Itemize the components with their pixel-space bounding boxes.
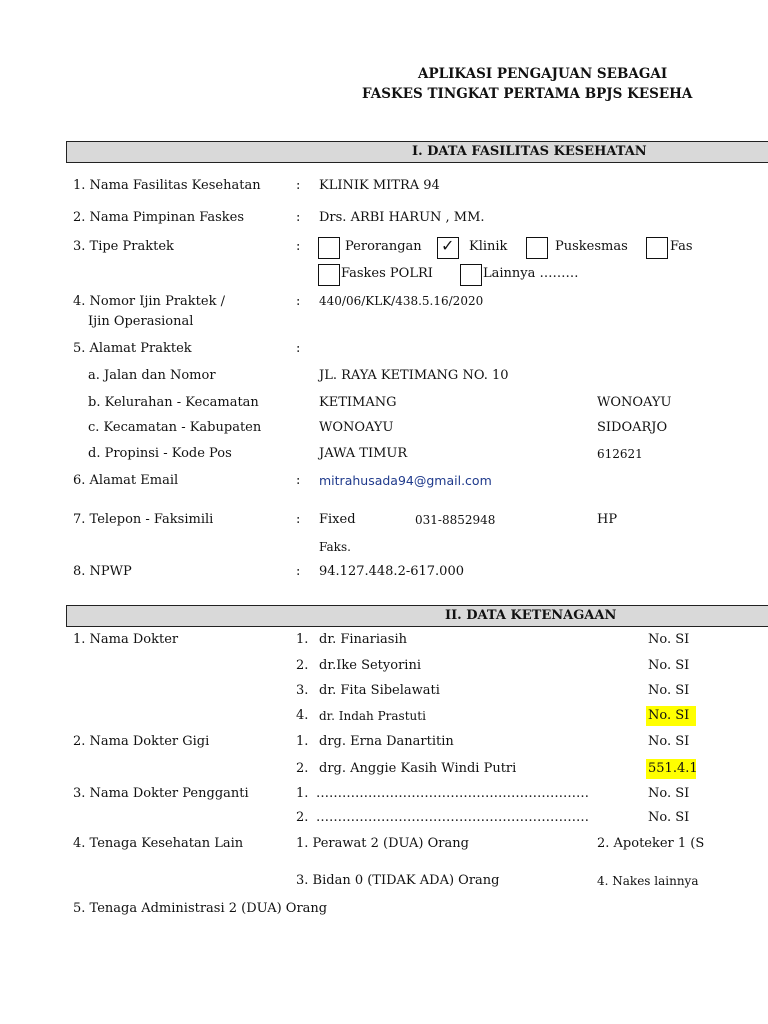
dokter-num: 3. (296, 683, 309, 698)
kelurahan-label: b. Kelurahan - Kecamatan (88, 395, 259, 410)
doc-title-line1: APLIKASI PENGAJUAN SEBAGAI (418, 66, 668, 82)
checkbox-fas[interactable] (646, 237, 668, 259)
npwp-value: 94.127.448.2-617.000 (319, 564, 464, 579)
nakes-perawat: 1. Perawat 2 (DUA) Orang (296, 836, 469, 851)
section2-title: II. DATA KETENAGAAN (445, 608, 617, 623)
kecamatan-value-2: WONOAYU (319, 420, 394, 435)
ijin-value: 440/06/KLK/438.5.16/2020 (319, 294, 484, 308)
jalan-label: a. Jalan dan Nomor (88, 368, 216, 383)
option-lainnya: Lainnya ……… (483, 266, 579, 281)
colon: : (296, 210, 301, 225)
dokter-name: dr. Indah Prastuti (319, 709, 426, 723)
dokter-num: 4. (296, 708, 309, 723)
ijin-label-2: Ijin Operasional (88, 314, 194, 329)
colon: : (296, 294, 301, 309)
tenaga-administrasi: 5. Tenaga Administrasi 2 (DUA) Orang (73, 901, 328, 916)
dokter-sip: No. SI (648, 632, 690, 647)
faks-label: Faks. (319, 540, 351, 554)
gigi-name: drg. Erna Danartitin (319, 734, 454, 749)
section1-header (66, 141, 768, 163)
pengganti-name: ……………………………………………………… (316, 786, 589, 801)
pimpinan-value: Drs. ARBI HARUN , MM. (319, 210, 485, 225)
colon: : (296, 341, 301, 356)
gigi-name: drg. Anggie Kasih Windi Putri (319, 761, 517, 776)
pengganti-label: 3. Nama Dokter Pengganti (73, 786, 249, 801)
colon: : (296, 473, 301, 488)
npwp-label: 8. NPWP (73, 564, 132, 579)
section2-header (66, 605, 768, 627)
option-puskesmas: Puskesmas (555, 239, 628, 254)
kelurahan-value: KETIMANG (319, 395, 397, 410)
checkbox-perorangan[interactable] (318, 237, 340, 259)
colon: : (296, 239, 301, 254)
kecamatan-value: WONOAYU (597, 395, 672, 410)
checkbox-puskesmas[interactable] (526, 237, 548, 259)
nakes-lain-label: 4. Tenaga Kesehatan Lain (73, 836, 244, 851)
dokter-num: 2. (296, 658, 309, 673)
option-perorangan: Perorangan (345, 239, 422, 254)
pengganti-num: 2. (296, 810, 309, 825)
telepon-number: 031-8852948 (415, 513, 496, 527)
propinsi-value: JAWA TIMUR (319, 446, 408, 461)
propinsi-label: d. Propinsi - Kode Pos (88, 446, 232, 461)
colon: : (296, 564, 301, 579)
option-fas: Fas (670, 239, 693, 254)
ijin-label: 4. Nomor Ijin Praktek / (73, 294, 225, 309)
jalan-value: JL. RAYA KETIMANG NO. 10 (319, 368, 509, 383)
dokter-name: dr.Ike Setyorini (319, 658, 421, 673)
dokter-name: dr. Finariasih (319, 632, 407, 647)
gigi-num: 2. (296, 761, 309, 776)
telepon-hp-label: HP (597, 512, 618, 527)
gigi-sip-highlighted: 551.4.1 (646, 759, 696, 779)
kabupaten-value: SIDOARJO (597, 420, 668, 435)
telepon-label: 7. Telepon - Faksimili (73, 512, 214, 527)
checkbox-lainnya[interactable] (460, 264, 482, 286)
doc-title-line2: FASKES TINGKAT PERTAMA BPJS KESEHA (362, 86, 693, 102)
gigi-sip: No. SI (648, 734, 690, 749)
pengganti-sip: No. SI (648, 810, 690, 825)
gigi-num: 1. (296, 734, 309, 749)
nakes-lainnya: 4. Nakes lainnya (597, 874, 699, 888)
dokter-label: 1. Nama Dokter (73, 632, 179, 647)
kodepos-value: 612621 (597, 447, 643, 461)
check-icon: ✓ (441, 236, 455, 255)
pimpinan-label: 2. Nama Pimpinan Faskes (73, 210, 245, 225)
checkbox-klinik[interactable] (437, 237, 459, 259)
email-label: 6. Alamat Email (73, 473, 179, 488)
checkbox-faskes-polri[interactable] (318, 264, 340, 286)
section1-title: I. DATA FASILITAS KESEHATAN (412, 144, 647, 159)
kecamatan-label: c. Kecamatan - Kabupaten (88, 420, 262, 435)
email-link[interactable]: mitrahusada94@gmail.com (319, 473, 492, 488)
dokter-gigi-label: 2. Nama Dokter Gigi (73, 734, 210, 749)
tipe-praktek-label: 3. Tipe Praktek (73, 239, 174, 254)
colon: : (296, 178, 301, 193)
option-klinik: Klinik (469, 239, 508, 254)
pengganti-sip: No. SI (648, 786, 690, 801)
dokter-num: 1. (296, 632, 309, 647)
alamat-label: 5. Alamat Praktek (73, 341, 192, 356)
dokter-sip: No. SI (648, 683, 690, 698)
dokter-name: dr. Fita Sibelawati (319, 683, 440, 698)
pengganti-name: ……………………………………………………… (316, 810, 589, 825)
dokter-sip: No. SI (648, 658, 690, 673)
pengganti-num: 1. (296, 786, 309, 801)
option-faskes-polri: Faskes POLRI (341, 266, 433, 281)
dokter-sip-highlighted: No. SI (646, 706, 696, 726)
nakes-bidan: 3. Bidan 0 (TIDAK ADA) Orang (296, 873, 500, 888)
nama-faskes-value: KLINIK MITRA 94 (319, 178, 440, 193)
telepon-fixed-label: Fixed (319, 512, 356, 527)
nakes-apoteker: 2. Apoteker 1 (S (597, 836, 705, 851)
nama-faskes-label: 1. Nama Fasilitas Kesehatan (73, 178, 261, 193)
colon: : (296, 512, 301, 527)
